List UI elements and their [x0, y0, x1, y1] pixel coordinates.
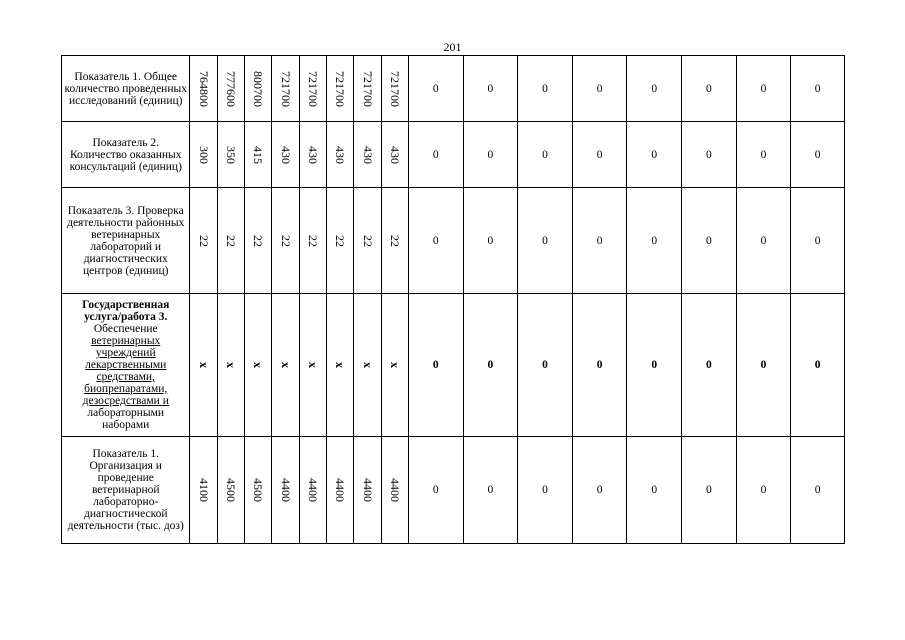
- zero-cell: 0: [682, 294, 737, 437]
- zero-cell: 0: [682, 122, 737, 188]
- zero-cell: 0: [791, 437, 845, 544]
- table-row: [62, 294, 845, 437]
- zero-cell: 0: [408, 294, 463, 437]
- value-cell: 415: [245, 122, 272, 188]
- zero-cell: 0: [408, 188, 463, 294]
- zero-cell: 0: [518, 437, 573, 544]
- row-label: Показатель 1. Общее количество проведенных исследований (единиц): [62, 56, 190, 122]
- value-cell: 22: [381, 188, 408, 294]
- value-cell: 430: [272, 122, 299, 188]
- zero-cell: 0: [572, 188, 627, 294]
- zero-cell: 0: [463, 56, 518, 122]
- value-cell: 4100: [190, 437, 217, 544]
- zero-cell: 0: [518, 294, 573, 437]
- value-cell: 721700: [272, 56, 299, 122]
- zero-cell: 0: [736, 437, 791, 544]
- value-cell: 22: [272, 188, 299, 294]
- service-desc: Обеспечение: [93, 323, 158, 335]
- zero-cell: 0: [572, 56, 627, 122]
- service-desc-underlined: ветеринарных учреждений лекарственными средствами, биопрепаратами, дезосредствами и: [82, 335, 169, 407]
- table-row: [62, 122, 845, 188]
- value-cell: 350: [217, 122, 244, 188]
- zero-cell: 0: [463, 188, 518, 294]
- value-cell: х: [272, 294, 299, 437]
- zero-cell: 0: [736, 122, 791, 188]
- value-cell: 721700: [299, 56, 326, 122]
- zero-cell: 0: [627, 122, 682, 188]
- row-label: [62, 294, 190, 437]
- value-cell: х: [327, 294, 354, 437]
- zero-cell: 0: [572, 122, 627, 188]
- zero-cell: 0: [463, 294, 518, 437]
- zero-cell: 0: [682, 437, 737, 544]
- zero-cell: 0: [572, 437, 627, 544]
- row-label: Показатель 1. Организация и проведение ветеринарной лабораторно-диагностической деятельности (тыс. доз): [62, 437, 190, 544]
- value-cell: 777600: [217, 56, 244, 122]
- value-cell: 4400: [327, 437, 354, 544]
- zero-cell: 0: [518, 56, 573, 122]
- zero-cell: 0: [736, 56, 791, 122]
- zero-cell: 0: [736, 294, 791, 437]
- zero-cell: 0: [463, 122, 518, 188]
- zero-cell: 0: [627, 437, 682, 544]
- value-cell: 721700: [327, 56, 354, 122]
- value-cell: 430: [299, 122, 326, 188]
- zero-cell: 0: [736, 188, 791, 294]
- zero-cell: 0: [627, 56, 682, 122]
- value-cell: 22: [299, 188, 326, 294]
- value-cell: 4400: [272, 437, 299, 544]
- value-cell: 22: [217, 188, 244, 294]
- value-cell: 430: [327, 122, 354, 188]
- value-cell: 4500: [217, 437, 244, 544]
- value-cell: х: [381, 294, 408, 437]
- zero-cell: 0: [408, 56, 463, 122]
- value-cell: 721700: [354, 56, 381, 122]
- value-cell: 4500: [245, 437, 272, 544]
- value-cell: 22: [327, 188, 354, 294]
- value-cell: х: [190, 294, 217, 437]
- zero-cell: 0: [682, 56, 737, 122]
- table-row: [62, 188, 845, 294]
- zero-cell: 0: [627, 188, 682, 294]
- zero-cell: 0: [791, 122, 845, 188]
- indicators-table: [61, 55, 845, 544]
- zero-cell: 0: [627, 294, 682, 437]
- service-title: Государственная услуга/работа 3.: [82, 299, 170, 323]
- zero-cell: 0: [791, 56, 845, 122]
- zero-cell: 0: [463, 437, 518, 544]
- zero-cell: 0: [518, 188, 573, 294]
- value-cell: х: [354, 294, 381, 437]
- value-cell: х: [217, 294, 244, 437]
- value-cell: х: [299, 294, 326, 437]
- value-cell: 4400: [381, 437, 408, 544]
- zero-cell: 0: [682, 188, 737, 294]
- value-cell: 4400: [354, 437, 381, 544]
- zero-cell: 0: [518, 122, 573, 188]
- value-cell: 721700: [381, 56, 408, 122]
- value-cell: х: [245, 294, 272, 437]
- value-cell: 430: [381, 122, 408, 188]
- table-row: [62, 56, 845, 122]
- zero-cell: 0: [408, 437, 463, 544]
- zero-cell: 0: [572, 294, 627, 437]
- row-label: Показатель 3. Проверка деятельности районных ветеринарных лабораторий и диагностических центров (единиц): [62, 188, 190, 294]
- value-cell: 800700: [245, 56, 272, 122]
- value-cell: 22: [190, 188, 217, 294]
- value-cell: 4400: [299, 437, 326, 544]
- row-label: Показатель 2. Количество оказанных консультаций (единиц): [62, 122, 190, 188]
- value-cell: 764800: [190, 56, 217, 122]
- value-cell: 430: [354, 122, 381, 188]
- table-row: [62, 437, 845, 544]
- page-number: 201: [443, 40, 462, 54]
- service-desc-tail: лабораторными наборами: [87, 407, 165, 431]
- value-cell: 22: [354, 188, 381, 294]
- zero-cell: 0: [791, 294, 845, 437]
- zero-cell: 0: [791, 188, 845, 294]
- value-cell: 300: [190, 122, 217, 188]
- zero-cell: 0: [408, 122, 463, 188]
- value-cell: 22: [245, 188, 272, 294]
